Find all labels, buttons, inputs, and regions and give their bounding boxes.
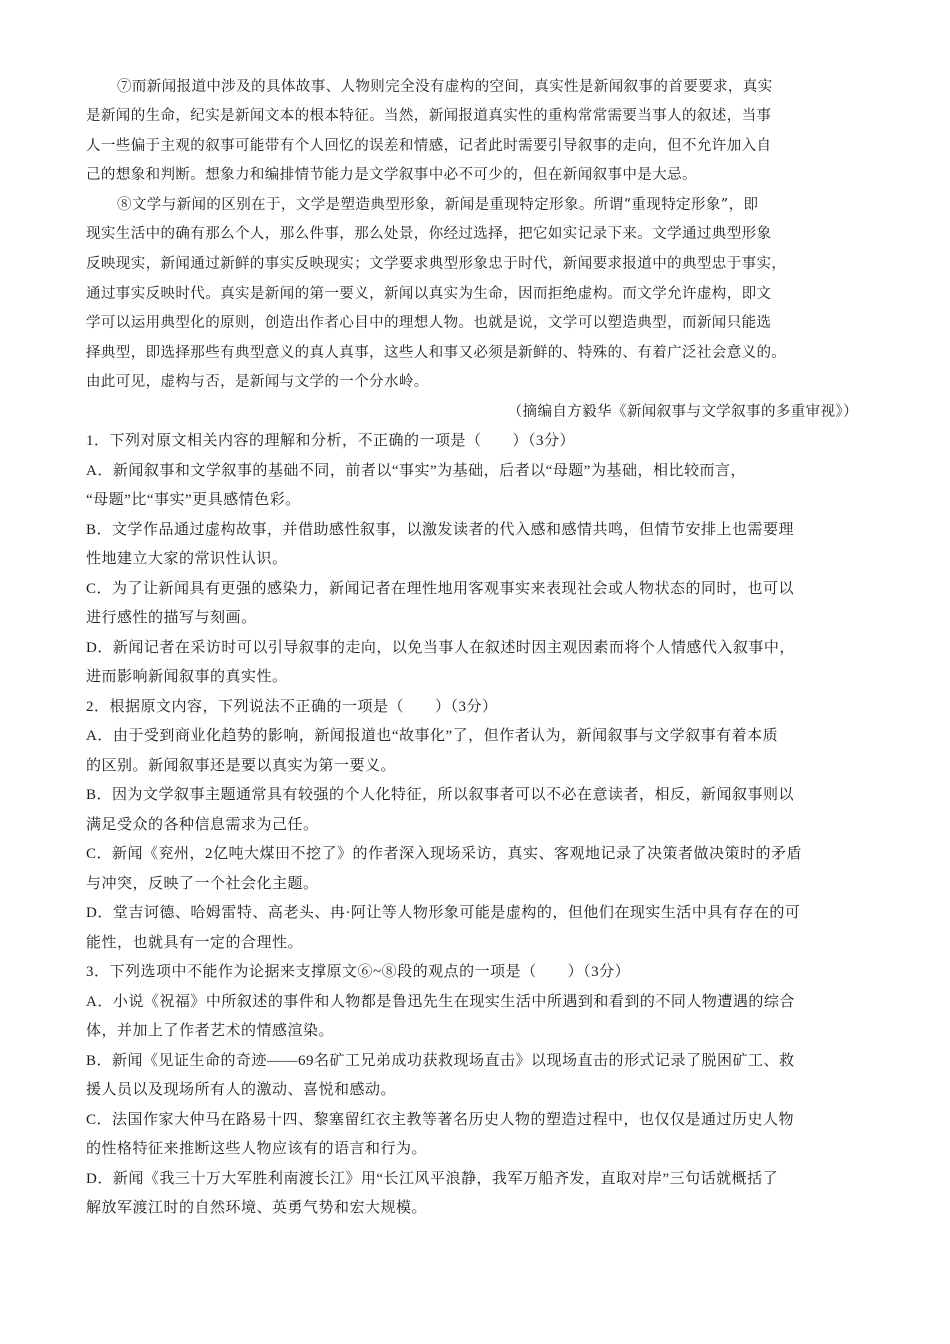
question-1-option-d: D．新闻记者在采访时可以引导叙事的走向，以免当事人在叙述时因主观因素而将个人情感代入叙事中， [86, 640, 795, 656]
paragraph-8-line-4: 通过事实反映时代。真实是新闻的第一要义，新闻以真实为生命，因而拒绝虚构。而文学允许虚构，即文 [86, 286, 772, 302]
question-2-option-b: B．因为文学叙事主题通常具有较强的个人化特征，所以叙事者可以不必在意读者，相反，新闻叙事则以 [86, 787, 795, 803]
question-1-option-b: B．文学作品通过虚构故事，并借助感性叙事，以激发读者的代入感和感情共鸣，但情节安排上也需要理 [86, 522, 795, 538]
question-3-option-d: D．新闻《我三十万大军胜利南渡长江》用“长江风平浪静，我军万船齐发，直取对岸”三句话就概括了 [86, 1171, 779, 1187]
question-3-option-a: A．小说《祝福》中所叙述的事件和人物都是鲁迅先生在现实生活中所遇到和看到的不同人物遭遇的综合 [86, 994, 795, 1010]
question-3-option-c-cont: 的性格特征来推断这些人物应该有的语言和行为。 [86, 1141, 428, 1157]
paragraph-7-line-1: ⑦而新闻报道中涉及的具体故事、人物则完全没有虚构的空间，真实性是新闻叙事的首要要求，真实 [117, 79, 773, 95]
question-1-option-b-cont: 性地建立大家的常识性认识。 [86, 551, 288, 567]
question-1-option-a: A．新闻叙事和文学叙事的基础不同，前者以“事实”为基础，后者以“母题”为基础，相比较而言， [86, 463, 746, 479]
question-1-option-d-cont: 进而影响新闻叙事的真实性。 [86, 669, 288, 685]
paragraph-8-line-1: ⑧文学与新闻的区别在于，文学是塑造典型形象，新闻是重现特定形象。所谓“重现特定形象”，即 [117, 197, 759, 213]
question-1-stem: 1．下列对原文相关内容的理解和分析，不正确的一项是（ ）（3分） [86, 433, 576, 449]
question-2-option-c-cont: 与冲突，反映了一个社会化主题。 [86, 876, 319, 892]
question-3-option-b-cont: 援人员以及现场所有人的激动、喜悦和感动。 [86, 1082, 397, 1098]
paragraph-8-line-3: 反映现实，新闻通过新鲜的事实反映现实；文学要求典型形象忠于时代，新闻要求报道中的典型忠于事实， [86, 256, 787, 272]
paragraph-8-line-2: 现实生活中的确有那么个人，那么件事，那么处景，你经过选择，把它如实记录下来。文学通过典型形象 [86, 226, 772, 242]
question-2-option-c: C．新闻《兖州，2亿吨大煤田不挖了》的作者深入现场采访，真实、客观地记录了决策者做决策时的矛盾 [86, 846, 803, 862]
question-3-option-b: B．新闻《见证生命的奇迹——69名矿工兄弟成功获救现场直击》以现场直击的形式记录了脱困矿工、救 [86, 1053, 795, 1069]
question-2-option-d-cont: 能性，也就具有一定的合理性。 [86, 935, 304, 951]
question-1-option-c: C．为了让新闻具有更强的感染力，新闻记者在理性地用客观事实来表现社会或人物状态的同时，也可以 [86, 581, 795, 597]
source-citation: （摘编自方毅华《新闻叙事与文学叙事的多重审视》） [507, 404, 858, 420]
paragraph-8-line-7: 由此可见，虚构与否，是新闻与文学的一个分水岭。 [86, 374, 429, 390]
paragraph-8-line-5: 学可以运用典型化的原则，创造出作者心目中的理想人物。也就是说，文学可以塑造典型，而新闻只能选 [86, 315, 772, 331]
paragraph-7-line-3: 人一些偏于主观的叙事可能带有个人回忆的误差和情感，记者此时需要引导叙事的走向，但不允许加入自 [86, 138, 772, 154]
paragraph-8-line-6: 择典型，即选择那些有典型意义的真人真事，这些人和事又必须是新鲜的、特殊的、有着广泛社会意义的。 [86, 345, 787, 361]
question-2-option-d: D．堂吉诃德、哈姆雷特、高老头、冉·阿让等人物形象可能是虚构的，但他们在现实生活中具有存在的可 [86, 905, 801, 921]
question-2-stem: 2．根据原文内容，下列说法不正确的一项是（ ）（3分） [86, 699, 498, 715]
question-3-option-a-cont: 体，并加上了作者艺术的情感渲染。 [86, 1023, 335, 1039]
paragraph-7-line-2: 是新闻的生命，纪实是新闻文本的根本特征。当然，新闻报道真实性的重构常常需要当事人的叙述，当事 [86, 108, 772, 124]
question-1-option-c-cont: 进行感性的描写与刻画。 [86, 610, 257, 626]
question-1-option-a-cont: “母题”比“事实”更具感情色彩。 [86, 492, 301, 508]
question-2-option-a: A．由于受到商业化趋势的影响，新闻报道也“故事化”了，但作者认为，新闻叙事与文学叙事有着本质 [86, 728, 779, 744]
question-2-option-b-cont: 满足受众的各种信息需求为己任。 [86, 817, 319, 833]
question-2-option-a-cont: 的区别。新闻叙事还是要以真实为第一要义。 [86, 758, 397, 774]
question-3-stem: 3．下列选项中不能作为论据来支撑原文⑥~⑧段的观点的一项是（ ）（3分） [86, 964, 631, 980]
paragraph-7-line-4: 己的想象和判断。想象力和编排情节能力是文学叙事中必不可少的，但在新闻叙事中是大忌。 [86, 167, 697, 183]
question-3-option-c: C．法国作家大仲马在路易十四、黎塞留红衣主教等著名历史人物的塑造过程中，也仅仅是通过历史人物 [86, 1112, 795, 1128]
question-3-option-d-cont: 解放军渡江时的自然环境、英勇气势和宏大规模。 [86, 1200, 428, 1216]
